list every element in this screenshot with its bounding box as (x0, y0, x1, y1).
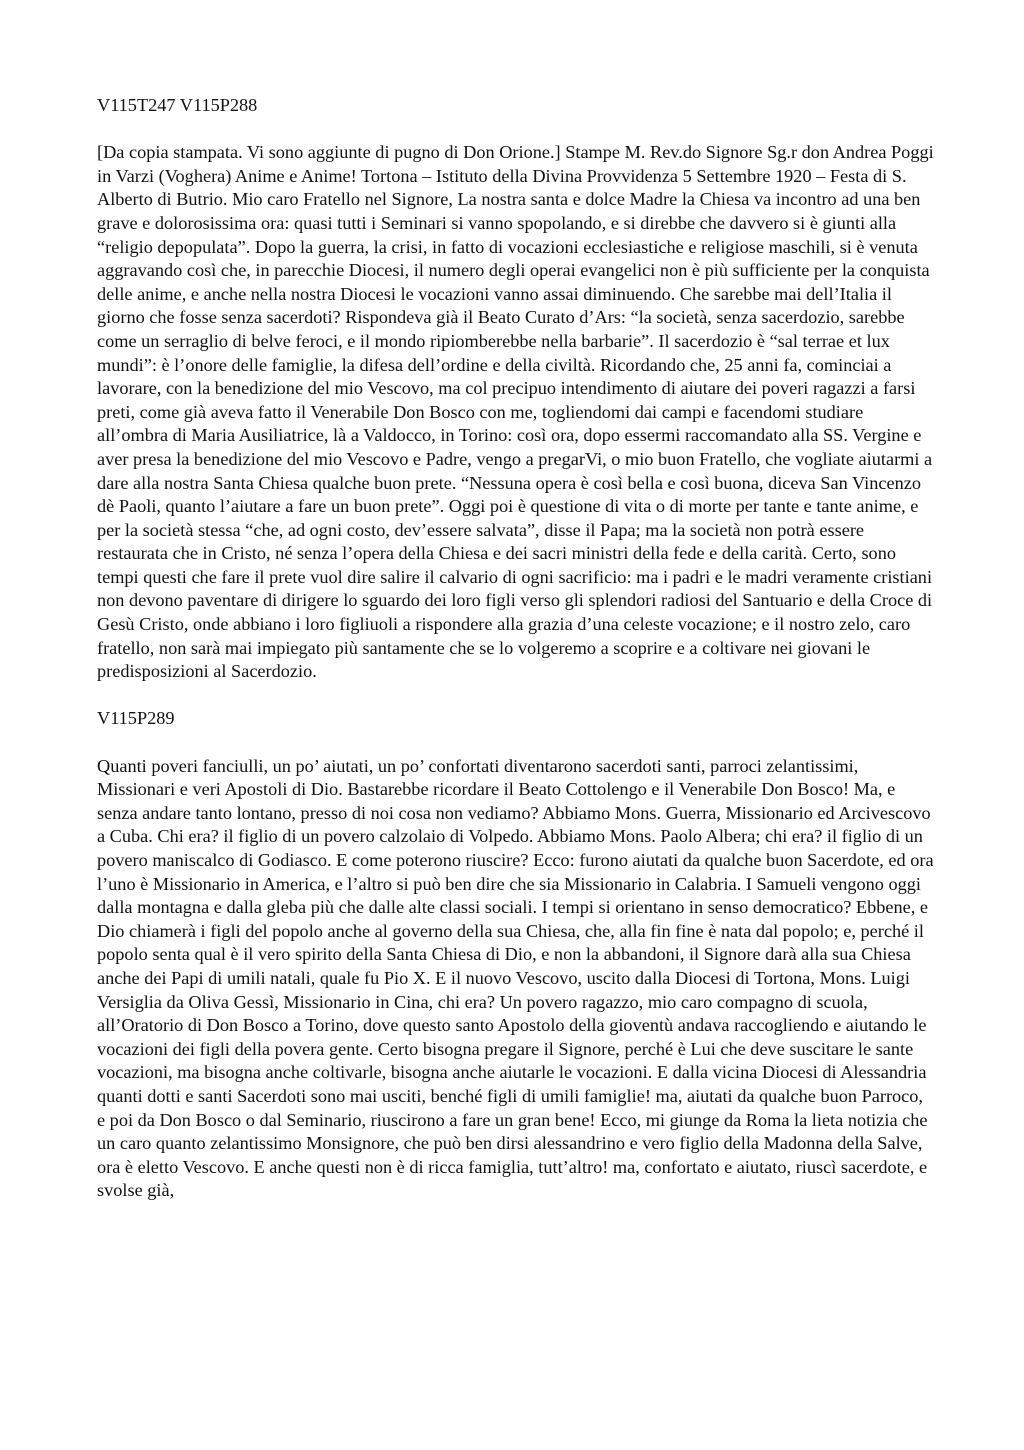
paragraph-1: [Da copia stampata. Vi sono aggiunte di pugno di Don Orione.] Stampe M. Rev.do Signore Sg.r don Andrea Poggi in Varzi (Voghera) Anime e Anime! Tortona – Istituto della Divina Provvidenza 5 Settembre 1920 – Festa di S. Alberto di Butrio. Mio caro Fratello nel Signore, La nostra santa e dolce Madre la Chiesa va incontro ad una ben grave e dolorosissima ora: quasi tutti i Seminari si vanno spopolando, e si direbbe che davvero si è giunti alla “religio depopulata”. Dopo la guerra, la crisi, in fatto di vocazioni ecclesiastiche e religiose maschili, si è venuta aggravando così che, in parecchie Diocesi, il numero degli operai evangelici non è più sufficiente per la conquista delle anime, e anche nella nostra Diocesi le vocazioni vanno assai diminuendo. Che sarebbe mai dell’Italia il giorno che fosse senza sacerdoti? Rispondeva già il Beato Curato d’Ars: “la società, senza sacerdozio, sarebbe come un serraglio di belve feroci, e il mondo ripiomberebbe nella barbarie”. Il sacerdozio è “sal terrae et lux mundi”: è l’onore delle famiglie, la difesa dell’ordine e della civiltà. Ricordando che, 25 anni fa, cominciai a lavorare, con la benedizione del mio Vescovo, ma col precipuo intendimento di aiutare dei poveri ragazzi a farsi preti, come già aveva fatto il Venerabile Don Bosco con me, togliendomi dai campi e facendomi studiare all’ombra di Maria Ausiliatrice, là a Valdocco, in Torino: così ora, dopo essermi raccomandato alla SS. Vergine e aver presa la benedizione del mio Vescovo e Padre, vengo a pregarVi, o mio buon Fratello, che vogliate aiutarmi a dare alla nostra Santa Chiesa qualche buon prete. “Nessuna opera è così bella e così buona, diceva San Vincenzo dè Paoli, quanto l’aiutare a fare un buon prete”. Oggi poi è questione di vita o di morte per tante e tante anime, e per la società stessa “che, ad ogni costo, dev’essere salvata”, disse il Papa; ma la società non potrà essere restaurata che in Cristo, né senza l’opera della Chiesa e dei sacri ministri della fede e della carità. Certo, sono tempi questi che fare il prete vuol dire salire il calvario di ogni sacrificio: ma i padri e le madri veramente cristiani non devono paventare di dirigere lo sguardo dei loro figli verso gli splendori radiosi del Santuario e della Croce di Gesù Cristo, onde abbiano i loro figliuoli a rispondere alla grazia d’una celeste vocazione; e il nostro zelo, caro fratello, non sarà mai impiegato più santamente che se lo volgeremo a scoprire e a coltivare nei giovani le predisposizioni al Sacerdozio. (97, 142, 934, 682)
document-page (97, 94, 935, 1227)
paragraph-2: Quanti poveri fanciulli, un po’ aiutati, un po’ confortati diventarono sacerdoti santi, parroci zelantissimi, Missionari e veri Apostoli di Dio. Bastarebbe ricordare il Beato Cottolengo e il Venerabile Don Bosco! Ma, e senza andare tanto lontano, presso di noi cosa non vediamo? Abbiamo Mons. Guerra, Missionario ed Arcivescovo a Cuba. Chi era? il figlio di un povero calzolaio di Volpedo. Abbiamo Mons. Paolo Albera; chi era? il figlio di un povero maniscalco di Godiasco. E come poterono riuscire? Ecco: furono aiutati da qualche buon Sacerdote, ed ora l’uno è Missionario in America, e l’altro si può ben dire che sia Missionario in Calabria. I Samueli vengono oggi dalla montagna e dalla gleba più che dalle alte classi sociali. I tempi si orientano in senso democratico? Ebbene, e Dio chiamerà i figli del popolo anche al governo della sua Chiesa, che, alla fin fine è nata dal popolo; e, perché il popolo senta qual è il vero spirito della Santa Chiesa di Dio, e non la abbandoni, il Signore darà alla sua Chiesa anche dei Papi di umili natali, quale fu Pio X. E il nuovo Vescovo, uscito dalla Diocesi di Tortona, Mons. Luigi Versiglia da Oliva Gessì, Missionario in Cina, chi era? Un povero ragazzo, mio caro compagno di scuola, all’Oratorio di Don Bosco a Torino, dove questo santo Apostolo della gioventù andava raccogliendo e aiutando le vocazioni dei figli della povera gente. Certo bisogna pregare il Signore, perché è Lui che deve suscitare le sante vocazioni, ma bisogna anche coltivarle, bisogna anche aiutarle le vocazioni. E dalla vicina Diocesi di Alessandria quanti dotti e santi Sacerdoti sono mai usciti, benché figli di umili famiglie! ma, aiutati da qualche buon Parroco, e poi da Don Bosco o dal Seminario, riuscirono a fare un gran bene! Ecco, mi giunge da Roma la lieta notizia che un caro quanto zelantissimo Monsignore, che può ben dirsi alessandrino e vero figlio della Madonna della Salve, ora è eletto Vescovo. E anche questi non è di ricca famiglia, tutt’altro! ma, confortato e aiutato, riuscì sacerdote, e svolse già, (97, 755, 934, 1201)
page-reference: V115P289 (97, 708, 175, 729)
header-reference: V115T247 V115P288 (97, 95, 258, 115)
